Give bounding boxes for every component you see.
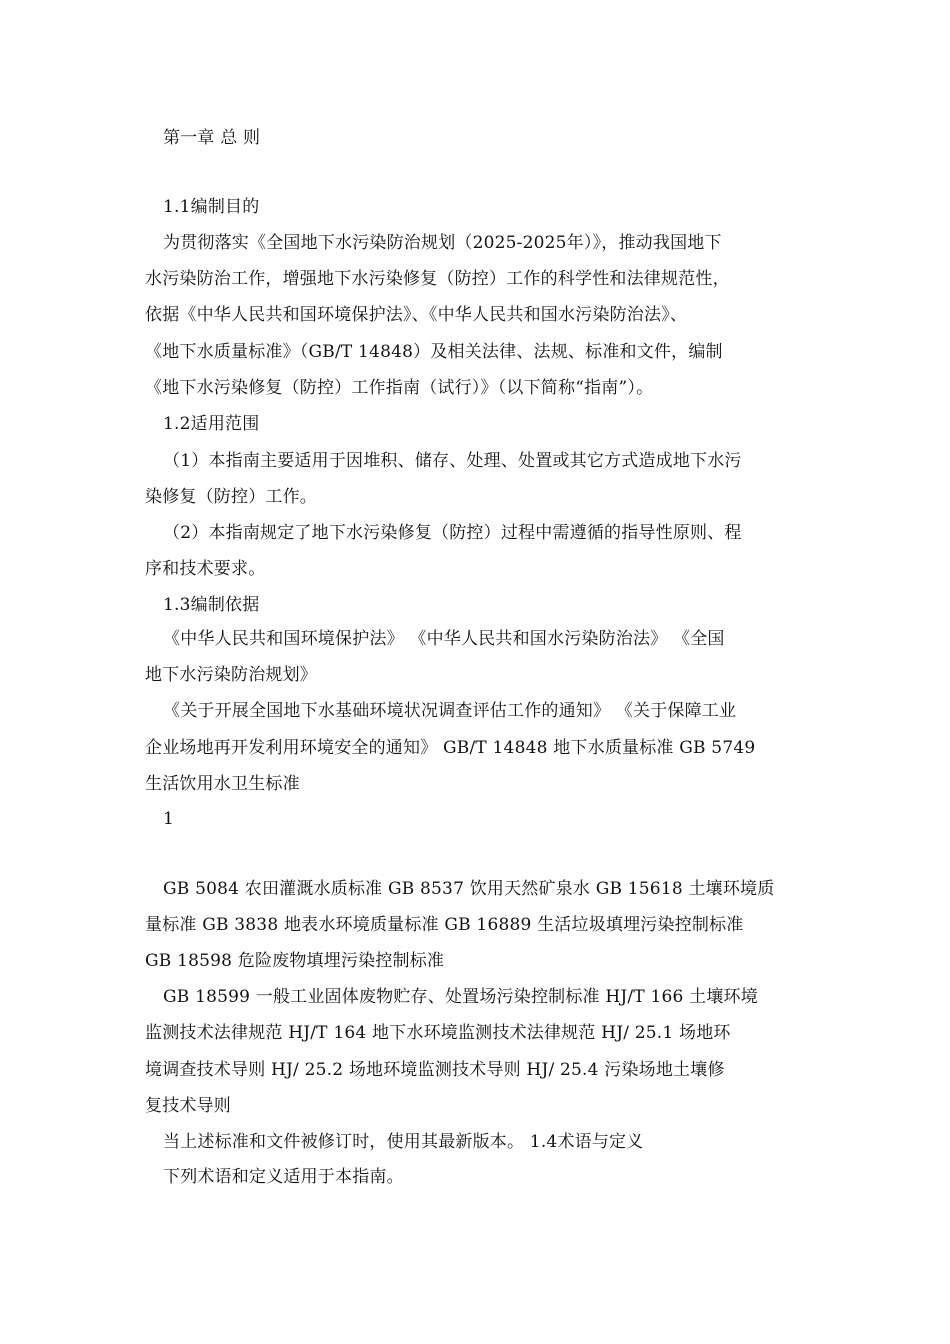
paragraph-line: GB 18598 危险废物填埋污染控制标准	[145, 951, 445, 971]
paragraph-line: 境调查技术导则 HJ/ 25.2 场地环境监测技术导则 HJ/ 25.4 污染场地土壤修	[145, 1060, 725, 1080]
paragraph-line: （1）本指南主要适用于因堆积、储存、处理、处置或其它方式造成地下水污	[163, 451, 742, 471]
paragraph-line: 量标准 GB 3838 地表水环境质量标准 GB 16889 生活垃圾填埋污染控制标准	[145, 915, 744, 935]
paragraph-line: 当上述标准和文件被修订时，使用其最新版本。 1.4术语与定义	[163, 1132, 644, 1152]
paragraph-line: 序和技术要求。	[145, 559, 266, 579]
paragraph-line: 《地下水质量标准》（GB/T 14848）及相关法律、法规、标准和文件，编制	[145, 342, 723, 362]
paragraph-line: 企业场地再开发利用环境安全的通知》 GB/T 14848 地下水质量标准 GB 5749	[145, 738, 756, 758]
paragraph-line: （2）本指南规定了地下水污染修复（防控）过程中需遵循的指导性原则、程	[163, 523, 742, 543]
paragraph-line: GB 18599 一般工业固体废物贮存、处置场污染控制标准 HJ/T 166 土壤环境	[163, 987, 758, 1007]
paragraph-line: 《地下水污染修复（防控）工作指南（试行）》（以下简称“指南”）。	[145, 378, 654, 398]
section-heading-1-1: 1.1编制目的	[163, 197, 260, 217]
paragraph-line: 《关于开展全国地下水基础环境状况调查评估工作的通知》 《关于保障工业	[163, 701, 737, 721]
paragraph-line: 水污染防治工作，增强地下水污染修复（防控）工作的科学性和法律规范性，	[145, 269, 730, 289]
chapter-title: 第一章 总 则	[163, 128, 261, 148]
paragraph-line: 为贯彻落实《全国地下水污染防治规划（2025-2025年）》，推动我国地下	[163, 233, 722, 253]
page-number: 1	[163, 809, 175, 829]
paragraph-line: 依据《中华人民共和国环境保护法》、《中华人民共和国水污染防治法》、	[145, 305, 688, 325]
paragraph-line: 染修复（防控）工作。	[145, 487, 317, 507]
paragraph-line: GB 5084 农田灌溉水质标准 GB 8537 饮用天然矿泉水 GB 15618 土壤环境质	[163, 879, 775, 899]
paragraph-line: 生活饮用水卫生标准	[145, 774, 300, 794]
paragraph-line: 地下水污染防治规划》	[145, 665, 317, 685]
section-heading-1-3: 1.3编制依据	[163, 595, 260, 615]
paragraph-line: 复技术导则	[145, 1096, 231, 1116]
paragraph-line: 下列术语和定义适用于本指南。	[163, 1167, 404, 1187]
paragraph-line: 《中华人民共和国环境保护法》 《中华人民共和国水污染防治法》 《全国	[163, 629, 725, 649]
section-heading-1-2: 1.2适用范围	[163, 414, 260, 434]
paragraph-line: 监测技术法律规范 HJ/T 164 地下水环境监测技术法律规范 HJ/ 25.1 场地环	[145, 1023, 731, 1043]
